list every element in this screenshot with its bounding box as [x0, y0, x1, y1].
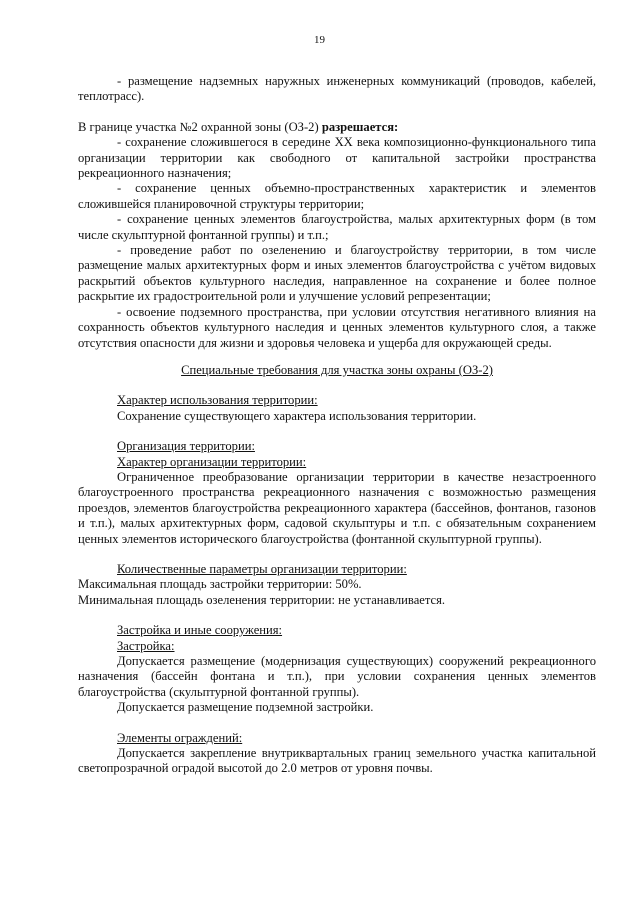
usage-text: Сохранение существующего характера использования территории. — [117, 408, 477, 423]
allowed-item: - сохранение ценных элементов благоустройства, малых архитектурных форм (в том числе скульптурной фонтанной группы) и т.п.; — [78, 212, 596, 242]
organization-subheading: Характер организации территории: — [117, 454, 307, 469]
oz2-intro-text: В границе участка №2 охранной зоны (ОЗ-2) — [78, 119, 322, 134]
document-body — [78, 74, 596, 777]
allowed-item: - сохранение ценных объемно-пространственных характеристик и элементов сложившейся планировочной структуры территории; — [78, 181, 596, 211]
oz2-intro-bold: разрешается: — [321, 119, 399, 134]
allowed-item: - освоение подземного пространства, при условии отсутствия негативного влияния на сохранность объектов культурного наследия и ценных элементов культурного слоя, а также отсутствия опасности для жизни и здоровья человека и ущерба для окружающей среды. — [78, 304, 596, 350]
buildings-text: Допускается размещение подземной застройки. — [117, 700, 374, 715]
quantitative-heading: Количественные параметры организации территории: — [117, 561, 407, 576]
quantitative-line: Максимальная площадь застройки территории: 50%. — [78, 577, 362, 592]
organization-heading: Организация территории: — [117, 439, 255, 454]
organization-text: Ограниченное преобразование организации территории в качестве незастроенного благоустроенного пространства рекреационного назначения с возможностью размещения проездов, элементов благоустройства рекреационного характера (бассейнов, фонтанов, газонов и т.п.), малых архитектурных форм, садовой скульптуры и т.п. с обязательным сохранением ценных элементов исторического благоустройства (фонтанной скульптурной группы). — [78, 469, 596, 546]
buildings-text: Допускается размещение (модернизация существующих) сооружений рекреационного назначения (бассейн фонтана и т.п.), при условии сохранения ценных элементов благоустройства (скульптурной фонтанной группы). — [78, 654, 596, 699]
oz2-intro — [78, 120, 596, 135]
paragraph-utilities: - размещение надземных наружных инженерных коммуникаций (проводов, кабелей, теплотрасс). — [78, 74, 596, 104]
buildings-heading: Застройка и иные сооружения: — [117, 623, 283, 638]
fences-heading: Элементы ограждений: — [117, 730, 243, 745]
special-heading: Специальные требования для участка зоны охраны (ОЗ-2) — [181, 362, 493, 377]
allowed-item: - сохранение сложившегося в середине XX века композиционно-функционального типа организации территории как свободного от капитальной застройки пространства рекреационного назначения; — [78, 135, 596, 181]
quantitative-line: Минимальная площадь озеленения территории: не устанавливается. — [78, 592, 446, 607]
fences-text: Допускается закрепление внутриквартальных границ земельного участка капитальной светопрозрачной оградой высотой до 2.0 метров от уровня почвы. — [78, 746, 596, 776]
usage-heading: Характер использования территории: — [117, 393, 318, 408]
page-number: 19 — [314, 34, 325, 46]
allowed-item: - проведение работ по озеленению и благоустройству территории, в том числе размещение малых архитектурных форм и иных элементов благоустройства с учётом видовых раскрытий объектов культурного наследия, направленное на сохранение и более полное раскрытие их градостроительной роли и улучшение условий репрезентации; — [78, 243, 596, 304]
buildings-subheading: Застройка: — [117, 638, 175, 653]
